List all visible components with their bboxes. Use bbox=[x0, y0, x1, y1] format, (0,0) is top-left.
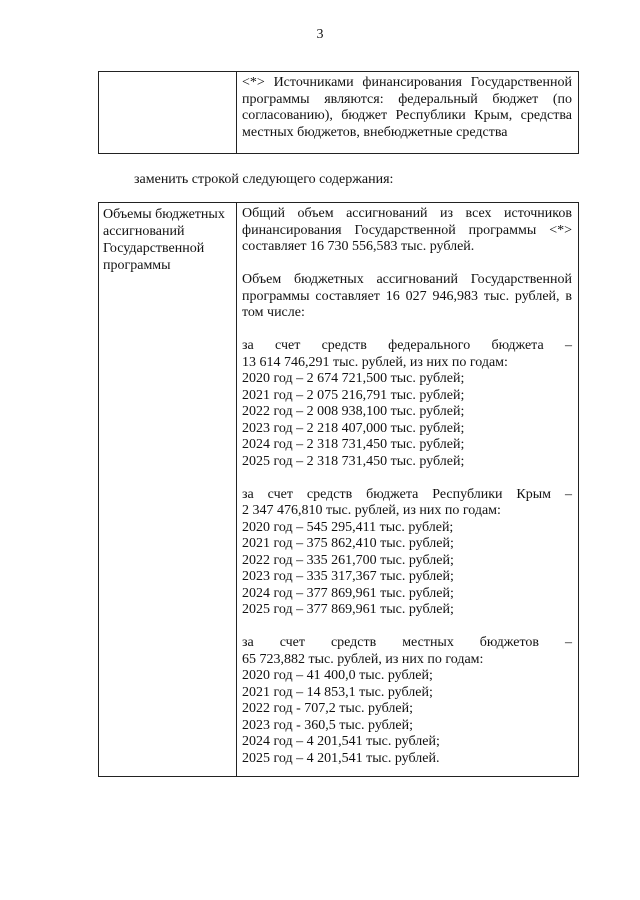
heading-word: за bbox=[242, 338, 254, 353]
new-program-row-table bbox=[98, 202, 579, 777]
heading-word: за bbox=[242, 486, 254, 502]
year-line: 2022 год – 335 261,700 тыс. рублей; bbox=[242, 552, 454, 568]
heading-word: Республики bbox=[432, 486, 503, 502]
heading-word: за bbox=[242, 635, 254, 650]
year-line: 2025 год – 2 318 731,450 тыс. рублей; bbox=[242, 453, 465, 469]
old-row-funding-sources-text: <*> Источниками финансирования Государственной программы являются: федеральный бюджет (по согласованию), бюджет Республики Крым, средства местных бюджетов, внебюджетные средства bbox=[242, 75, 572, 140]
year-line: 2022 год – 2 008 938,100 тыс. рублей; bbox=[242, 404, 465, 419]
heading-word: средств bbox=[321, 338, 367, 353]
year-line: 2024 год – 4 201,541 тыс. рублей; bbox=[242, 734, 440, 749]
budget-funding-paragraph: Объем бюджетных ассигнований Государственной программы составляет 16 027 946,983 тыс. рублей, в том числе: bbox=[242, 272, 572, 320]
federal-total: 13 614 746,291 тыс. рублей, из них по годам: bbox=[242, 354, 508, 370]
year-line: 2023 год - 360,5 тыс. рублей; bbox=[242, 717, 414, 733]
heading-word: бюджета bbox=[366, 486, 419, 502]
heading-word: – bbox=[564, 486, 572, 502]
heading-word: Крым bbox=[516, 486, 552, 502]
replacement-intro-text: заменить строкой следующего содержания: bbox=[134, 172, 394, 187]
year-line: 2020 год – 2 674 721,500 тыс. рублей; bbox=[242, 371, 465, 386]
year-line: 2021 год – 375 862,410 тыс. рублей; bbox=[242, 536, 454, 551]
year-line: 2023 год – 335 317,367 тыс. рублей; bbox=[242, 569, 454, 584]
year-line: 2024 год – 377 869,961 тыс. рублей; bbox=[242, 585, 454, 601]
year-line: 2024 год – 2 318 731,450 тыс. рублей; bbox=[242, 437, 465, 452]
new-row-content bbox=[237, 203, 578, 776]
republic-total: 2 347 476,810 тыс. рублей, из них по годам: bbox=[242, 503, 501, 518]
heading-word: средств bbox=[306, 486, 353, 502]
year-line: 2022 год - 707,2 тыс. рублей; bbox=[242, 701, 414, 716]
heading-word: средств bbox=[330, 635, 377, 650]
federal-heading bbox=[242, 338, 572, 355]
page-number: 3 bbox=[316, 27, 324, 42]
republic-heading bbox=[242, 487, 572, 504]
heading-word: счет bbox=[275, 338, 301, 353]
local-budget-section bbox=[242, 635, 572, 767]
year-line: 2025 год – 377 869,961 тыс. рублей; bbox=[242, 602, 454, 617]
new-row-label: Объемы бюджетных ассигнований Государственной программы bbox=[99, 203, 237, 776]
year-line: 2020 год – 545 295,411 тыс. рублей; bbox=[242, 519, 454, 535]
year-line: 2020 год – 41 400,0 тыс. рублей; bbox=[242, 668, 433, 683]
heading-word: местных bbox=[402, 635, 454, 650]
total-funding-paragraph: Общий объем ассигнований из всех источников финансирования Государственной программы <*> составляет 16 730 556,583 тыс. рублей. bbox=[242, 206, 572, 254]
local-heading bbox=[242, 635, 572, 652]
heading-word: – bbox=[564, 635, 572, 650]
heading-word: бюджета bbox=[491, 338, 544, 353]
old-row-left-cell bbox=[99, 72, 237, 153]
year-line: 2023 год – 2 218 407,000 тыс. рублей; bbox=[242, 420, 465, 436]
heading-word: счет bbox=[267, 486, 293, 502]
republic-budget-section bbox=[242, 487, 572, 619]
heading-word: бюджетов bbox=[479, 635, 540, 650]
year-line: 2025 год – 4 201,541 тыс. рублей. bbox=[242, 750, 440, 766]
local-total: 65 723,882 тыс. рублей, из них по годам: bbox=[242, 651, 484, 667]
year-line: 2021 год – 14 853,1 тыс. рублей; bbox=[242, 684, 433, 700]
heading-word: – bbox=[564, 338, 572, 353]
year-line: 2021 год – 2 075 216,791 тыс. рублей; bbox=[242, 387, 465, 403]
federal-budget-section bbox=[242, 338, 572, 470]
heading-word: федерального bbox=[388, 338, 471, 353]
heading-word: счет bbox=[279, 635, 305, 650]
old-program-row-table bbox=[98, 71, 579, 154]
